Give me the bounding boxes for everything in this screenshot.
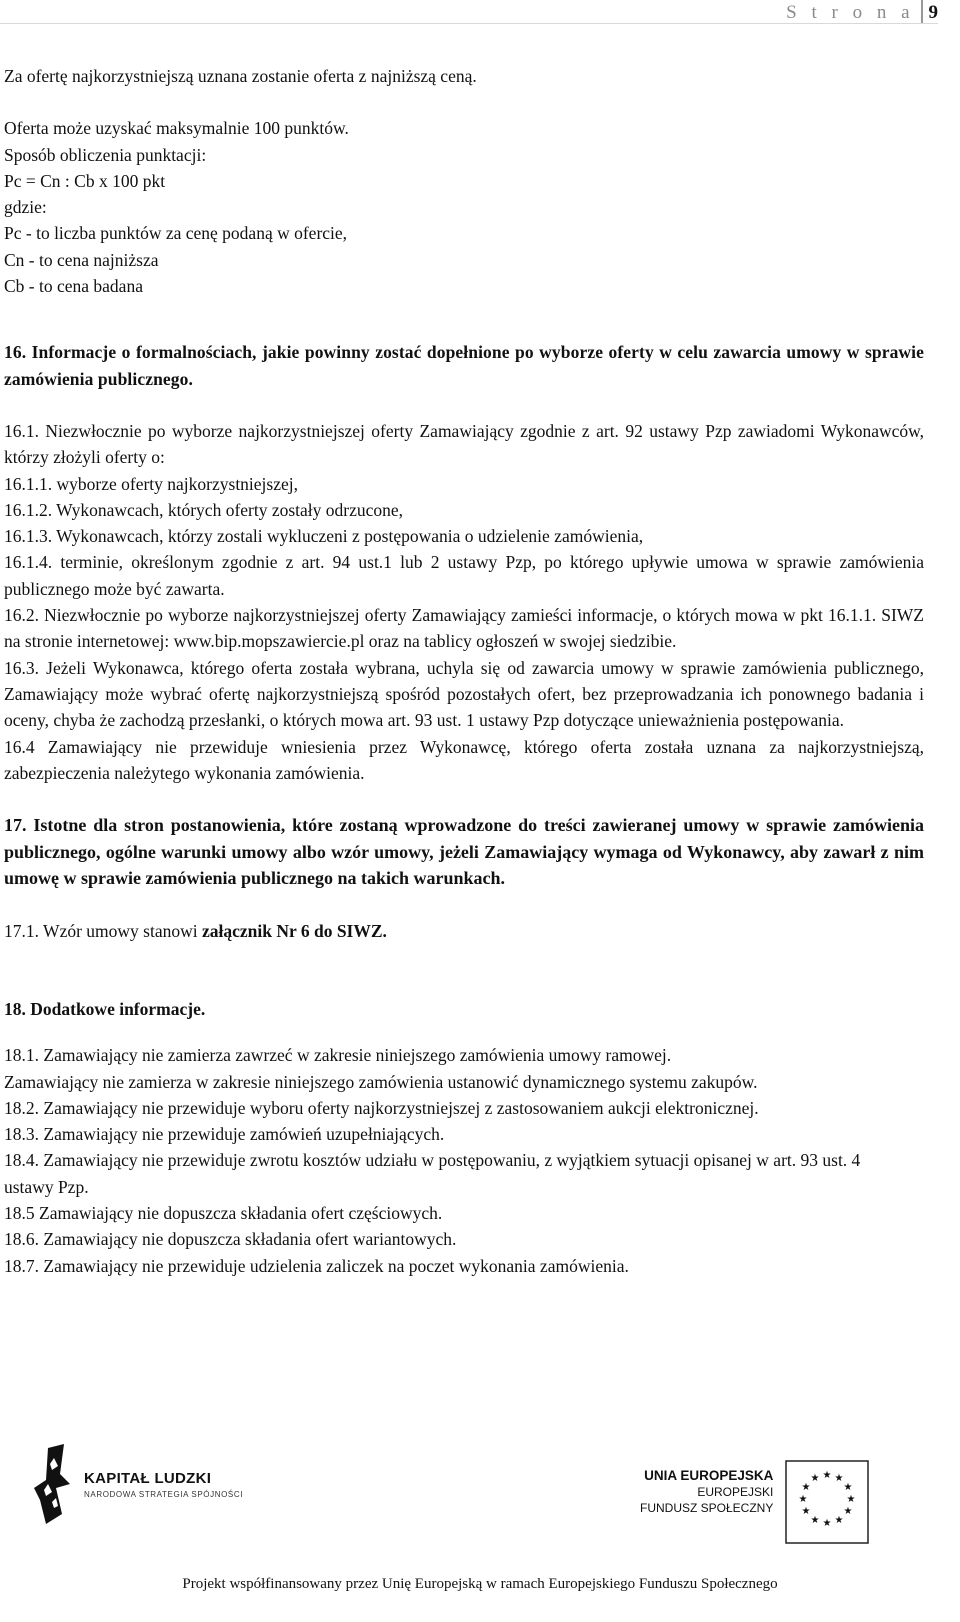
cn-definition: Cn - to cena najniższa: [4, 249, 159, 270]
svg-text:★: ★: [834, 1515, 844, 1526]
eu-flag-icon: [785, 1460, 869, 1544]
paragraph-18-3: 18.3. Zamawiający nie przewiduje zamówień uzupełniających.: [4, 1124, 445, 1145]
paragraph-16-1-1: 16.1.1. wyborze oferty najkorzystniejszej,: [4, 473, 299, 494]
paragraph-16-3: 16.3. Jeżeli Wykonawca, którego oferta została wybrana, uchyla się od zawarcia umowy w sprawie zamówienia publicznego, Zamawiający może wybrać ofertę najkorzystniejszą spośród pozostałych ofert, bez przeprowadzania ich ponownego badania i oceny, chyba że zachodzą przesłanki, o których mowa art. 93 ust. 1 ustawy Pzp dotyczące unieważnienia postępowania.: [4, 657, 924, 731]
attachment-reference: załącznik Nr 6 do SIWZ.: [202, 920, 387, 941]
svg-text:★: ★: [843, 1506, 853, 1517]
page-number: 9: [921, 0, 939, 24]
kapital-ludzki-mark-icon: [34, 1444, 74, 1524]
paragraph-18-2: 18.2. Zamawiający nie przewiduje wyboru oferty najkorzystniejszej z zastosowaniem aukcji elektronicznej.: [4, 1097, 759, 1118]
svg-text:★: ★: [810, 1515, 820, 1526]
footer-note: Projekt współfinansowany przez Unię Europejską w ramach Europejskiego Funduszu Społecznego: [182, 1576, 778, 1592]
svg-text:★: ★: [822, 1518, 832, 1529]
max-points-line: Oferta może uzyskać maksymalnie 100 punktów.: [4, 118, 349, 139]
pc-definition: Pc - to liczba punktów za cenę podaną w ofercie,: [4, 223, 348, 244]
logo-left-title: KAPITAŁ LUDZKI: [84, 1469, 212, 1487]
svg-text:★: ★: [810, 1473, 820, 1484]
paragraph-18-5: 18.5 Zamawiający nie dopuszcza składania ofert częściowych.: [4, 1203, 443, 1223]
document-body: [4, 63, 924, 1279]
paragraph-18-1: 18.1. Zamawiający nie zamierza zawrzeć w zakresie niniejszego zamówienia umowy ramowej.: [4, 1045, 672, 1066]
svg-text:★: ★: [846, 1494, 856, 1505]
paragraph-17-1: [4, 918, 924, 944]
section-16-heading: 16. Informacje o formalnościach, jakie powinny zostać dopełnione po wyborze oferty w celu zawarcia umowy w sprawie zamówienia publicznego.: [4, 342, 924, 389]
svg-text:★: ★: [834, 1473, 844, 1484]
paragraph-17-1-text: 17.1. Wzór umowy stanowi: [4, 920, 202, 941]
svg-text:★: ★: [801, 1506, 811, 1517]
logo-left-subtitle: NARODOWA STRATEGIA SPÓJNOŚCI: [84, 1489, 244, 1499]
svg-text:★: ★: [798, 1494, 808, 1505]
cb-definition: Cb - to cena badana: [4, 276, 143, 297]
paragraph-16-2: 16.2. Niezwłocznie po wyborze najkorzystniejszej oferty Zamawiający zamieści informacje, o których mowa w pkt 16.1.1. SIWZ na stronie internetowej: www.bip.mopszawiercie.pl oraz na tablicy ogłoszeń w swojej siedzibie.: [4, 605, 924, 652]
paragraph-18-4: 18.4. Zamawiający nie przewiduje zwrotu kosztów udziału w postępowaniu, z wyjątkiem sytuacji opisanej w art. 93 ust. 4 ustawy Pzp.: [4, 1150, 861, 1197]
svg-text:★: ★: [843, 1482, 853, 1493]
kapital-ludzki-logo: [34, 1444, 243, 1524]
eu-logo: [640, 1460, 869, 1544]
paragraph-18-6: 18.6. Zamawiający nie dopuszcza składania ofert wariantowych.: [4, 1229, 457, 1250]
paragraph-16-1-4: 16.1.4. terminie, określonym zgodnie z art. 94 ust.1 lub 2 ustawy Pzp, po którego upływie umowa w sprawie zamówienia publicznego może być zawarta.: [4, 552, 924, 599]
section-17-heading: 17. Istotne dla stron postanowienia, które zostaną wprowadzone do treści zawieranej umowy w sprawie zamówienia publicznego, ogólne warunki umowy albo wzór umowy, jeżeli Zamawiający wymaga od Wykonawcy, aby zawarł z nim umowę w sprawie zamówienia publicznego na takich warunkach.: [4, 815, 924, 889]
logo-right-line1: UNIA EUROPEJSKA: [644, 1468, 774, 1483]
criteria-line: Za ofertę najkorzystniejszą uznana zostanie oferta z najniższą ceną.: [4, 66, 477, 86]
logo-right-line3: FUNDUSZ SPOŁECZNY: [640, 1501, 774, 1515]
paragraph-16-4: 16.4 Zamawiający nie przewiduje wniesienia przez Wykonawcę, którego oferta została uznana za najkorzystniejszą, zabezpieczenia należytego wykonania zamówienia.: [4, 736, 924, 783]
svg-text:★: ★: [822, 1470, 832, 1481]
page-label: S t r o n a: [786, 2, 915, 23]
scoring-method-line: Sposób obliczenia punktacji:: [4, 144, 207, 165]
paragraph-16-1: 16.1. Niezwłocznie po wyborze najkorzystniejszej oferty Zamawiający zgodnie z art. 92 ustawy Pzp zawiadomi Wykonawców, którzy złożyli oferty o:: [4, 420, 924, 468]
paragraph-18-1-b: Zamawiający nie zamierza w zakresie niniejszego zamówienia ustanowić dynamicznego systemu zakupów.: [4, 1071, 758, 1092]
paragraph-16-1-2: 16.1.2. Wykonawcach, których oferty zostały odrzucone,: [4, 499, 404, 520]
paragraph-16-1-3: 16.1.3. Wykonawcach, którzy zostali wykluczeni z postępowania o udzielenie zamówienia,: [4, 526, 644, 547]
logo-right-line2: EUROPEJSKI: [697, 1485, 774, 1499]
paragraph-18-7: 18.7. Zamawiający nie przewiduje udzielenia zaliczek na poczet wykonania zamówienia.: [4, 1255, 629, 1276]
header-divider: [0, 23, 938, 24]
formula-line: Pc = Cn : Cb x 100 pkt: [4, 170, 166, 191]
svg-text:★: ★: [801, 1482, 811, 1493]
page-header: [786, 0, 938, 24]
footer-logos: [0, 1440, 960, 1550]
section-18-heading: 18. Dodatkowe informacje.: [4, 998, 206, 1019]
where-line: gdzie:: [4, 197, 47, 218]
